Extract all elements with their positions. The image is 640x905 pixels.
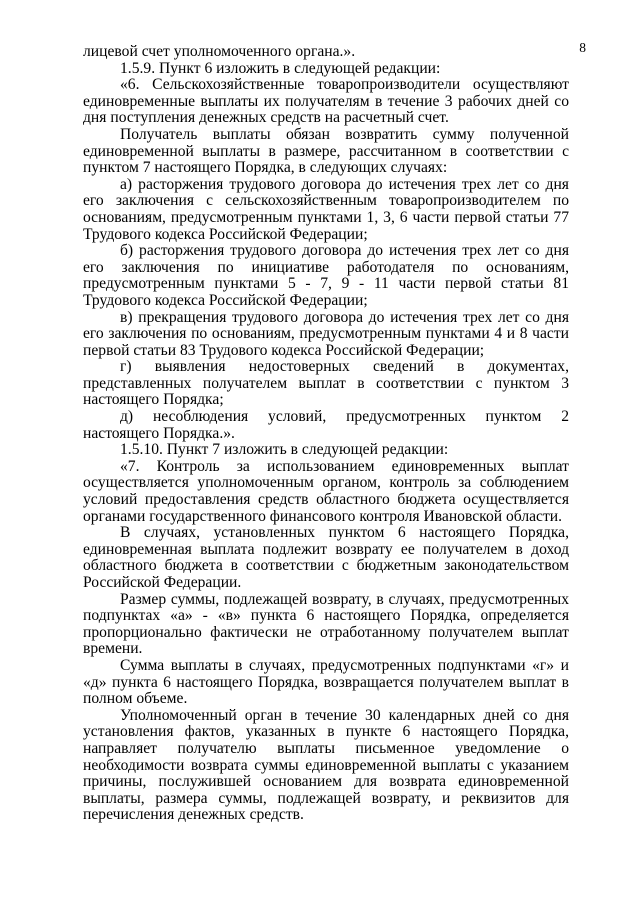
paragraph-subitem-v: в) прекращения трудового договора до истечения трех лет со дня его заключения по основаниям, предусмотренным пунктами 4 и 8 части первой статьи 83 Трудового кодекса Российской Федерации; [83,308,569,359]
paragraph-subitem-g: г) выявления недостоверных сведений в документах, представленных получателем выплат в соответствии с пунктом 3 настоящего Порядка; [83,358,569,409]
paragraph-subitem-d: д) несоблюдения условий, предусмотренных пунктом 2 настоящего Порядка.». [83,408,569,442]
paragraph-clause-6: «6. Сельскохозяйственные товаропроизводители осуществляют единовременные выплаты их получателям в течение 3 рабочих дней со дня поступления денежных средств на расчетный счет. [83,76,569,127]
paragraph-item-1-5-9: 1.5.9. Пункт 6 изложить в следующей редакции: [120,59,441,77]
paragraph-refund-obligation: Получатель выплаты обязан возвратить сумму полученной единовременной выплаты в размере, рассчитанном в соответствии с пунктом 7 настоящего Порядка, в следующих случаях: [83,125,569,177]
paragraph-item-1-5-10: 1.5.10. Пункт 7 изложить в следующей редакции: [120,441,449,459]
page-number: 8 [579,40,586,55]
paragraph-clause-7: «7. Контроль за использованием единовременных выплат осуществляется уполномоченным органом, контроль за соблюдением условий предоставления средств областного бюджета осуществляется органами государственного финансового контроля Ивановской области. [83,457,569,525]
document-body [83,44,569,824]
paragraph-proportional-refund: Размер суммы, подлежащей возврату, в случаях, предусмотренных подпунктах «а» - «в» пункта 6 настоящего Порядка, определяется пропорционально фактически не отработанному получателем выплат времени. [83,590,569,658]
paragraph-full-refund: Сумма выплаты в случаях, предусмотренных подпунктами «г» и «д» пункта 6 настоящего Порядка, возвращается получателем выплат в полном объеме. [83,656,569,708]
paragraph-notification: Уполномоченный орган в течение 30 календарных дней со дня установления фактов, указанных в пункте 6 настоящего Порядка, направляет получателю выплаты письменное уведомление о необходимости возврата суммы единовременной выплаты с указанием причины, послужившей основанием для возврата единовременной выплаты, размера суммы, подлежащей возврату, и реквизитов для перечисления денежных средств. [83,706,569,824]
paragraph-continuation: лицевой счет уполномоченного органа.». [83,43,356,60]
paragraph-subitem-a: а) расторжения трудового договора до истечения трех лет со дня его заключения с сельскохозяйственным товаропроизводителем по основаниям, предусмотренным пунктами 1, 3, 6 части первой статьи 77 Трудового кодекса Российской Федерации; [83,175,569,243]
paragraph-refund-to-budget: В случаях, установленных пунктом 6 настоящего Порядка, единовременная выплата подлежит возврату ее получателем в доход областного бюджета в соответствии с бюджетным законодательством Российской Федерации. [83,524,569,591]
paragraph-subitem-b: б) расторжения трудового договора до истечения трех лет со дня его заключения по инициативе работодателя по основаниям, предусмотренным пунктами 5 - 7, 9 - 11 части первой статьи 81 Трудового кодекса Российской Федерации; [83,242,569,309]
